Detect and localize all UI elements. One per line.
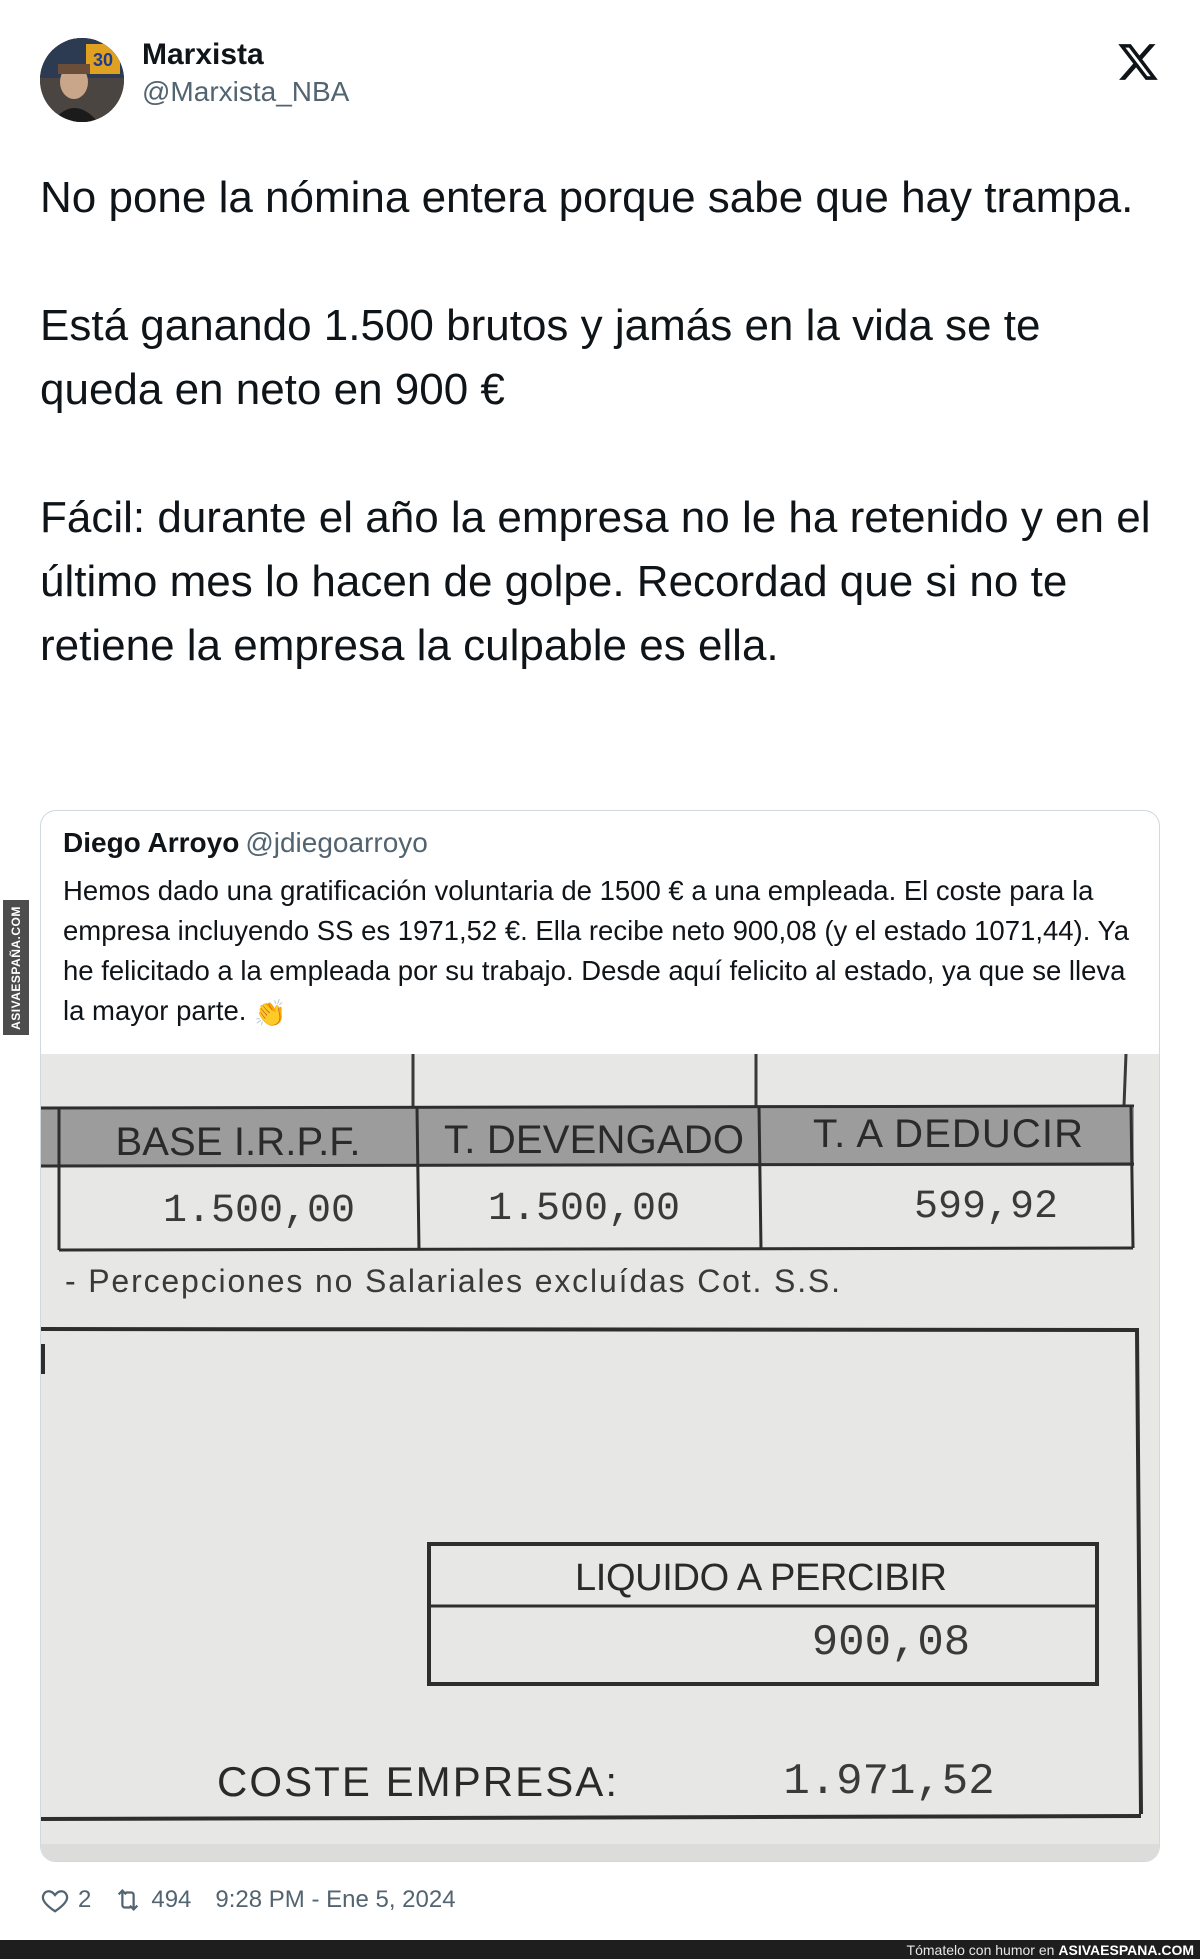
payslip-value-deducir: 599,92: [913, 1185, 1059, 1230]
author-handle[interactable]: @Marxista_NBA: [142, 76, 350, 107]
tweet-paragraph-3: Fácil: durante el año la empresa no le ha retenido y en el último mes lo hacen de golpe. Recordad que si no te retiene la empresa la culpable es ella.: [40, 493, 1151, 670]
payslip-liquido-label: LIQUIDO A PERCIBIR: [575, 1557, 947, 1599]
payslip-coste-value: 1.971,52: [783, 1757, 995, 1807]
retweet-count: 494: [151, 1886, 192, 1913]
bottom-watermark-brand[interactable]: ASIVAESPANA.COM: [1058, 1941, 1194, 1958]
quoted-tweet-header: [63, 827, 428, 859]
quoted-tweet-body: Hemos dado una gratificación voluntaria de 1500 € a una empleada. El coste para la empresa incluyendo SS es 1971,52 €. Ella recibe neto 900,08 (y el estado 1071,44). Ya he felicitado a la empleada por su trabajo. Desde aquí felicito al estado, ya que se lleva la mayor parte.: [63, 875, 1130, 1026]
quoted-tweet-text: [63, 871, 1143, 1033]
like-button[interactable]: [40, 1885, 91, 1915]
x-logo-icon[interactable]: [1116, 40, 1160, 84]
tweet-paragraph-1: No pone la nómina entera porque sabe que hay trampa.: [40, 173, 1134, 222]
author-name[interactable]: Marxista: [142, 38, 264, 71]
retweet-button[interactable]: [113, 1885, 191, 1915]
quoted-author-name[interactable]: Diego Arroyo: [63, 827, 240, 858]
side-watermark: [3, 900, 29, 1035]
payslip-image[interactable]: [41, 1054, 1160, 1862]
payslip-coste-label: COSTE EMPRESA:: [217, 1758, 617, 1805]
payslip-photo: [41, 1054, 1160, 1862]
quoted-author-handle[interactable]: @jdiegoarroyo: [245, 827, 428, 858]
tweet-text: [40, 166, 1160, 678]
payslip-value-devengado: 1.500,00: [487, 1187, 681, 1232]
bottom-watermark-bar: [0, 1940, 1200, 1959]
tweet-footer: [40, 1880, 456, 1920]
avatar[interactable]: [40, 38, 124, 122]
avatar-badge: 30: [92, 50, 114, 70]
clapping-hands-icon: 👏: [254, 998, 287, 1028]
payslip-liquido-value: 900,08: [811, 1618, 971, 1668]
payslip-note: - Percepciones no Salariales excluídas Cot. S.S.: [65, 1263, 840, 1299]
payslip-header-devengado: T. DEVENGADO: [444, 1118, 744, 1162]
tweet-paragraph-2: Está ganando 1.500 brutos y jamás en la vida se te queda en neto en 900 €: [40, 301, 1041, 414]
quoted-tweet-card[interactable]: [40, 810, 1160, 1862]
side-watermark-text: ASIVAESPAÑA.COM: [9, 905, 24, 1030]
payslip-value-base: 1.500,00: [162, 1189, 356, 1234]
retweet-icon: [113, 1885, 143, 1915]
like-count: 2: [78, 1886, 92, 1913]
payslip-header-deducir: T. A DEDUCIR: [813, 1112, 1083, 1156]
payslip-paper: [41, 1054, 1160, 1862]
payslip-header-base-irpf: BASE I.R.P.F.: [115, 1120, 361, 1164]
tweet-header: [40, 38, 1160, 128]
tweet-timestamp[interactable]: 9:28 PM - Ene 5, 2024: [215, 1886, 456, 1913]
bottom-watermark-text: Tómatelo con humor en: [906, 1941, 1055, 1958]
heart-icon: [40, 1885, 70, 1915]
